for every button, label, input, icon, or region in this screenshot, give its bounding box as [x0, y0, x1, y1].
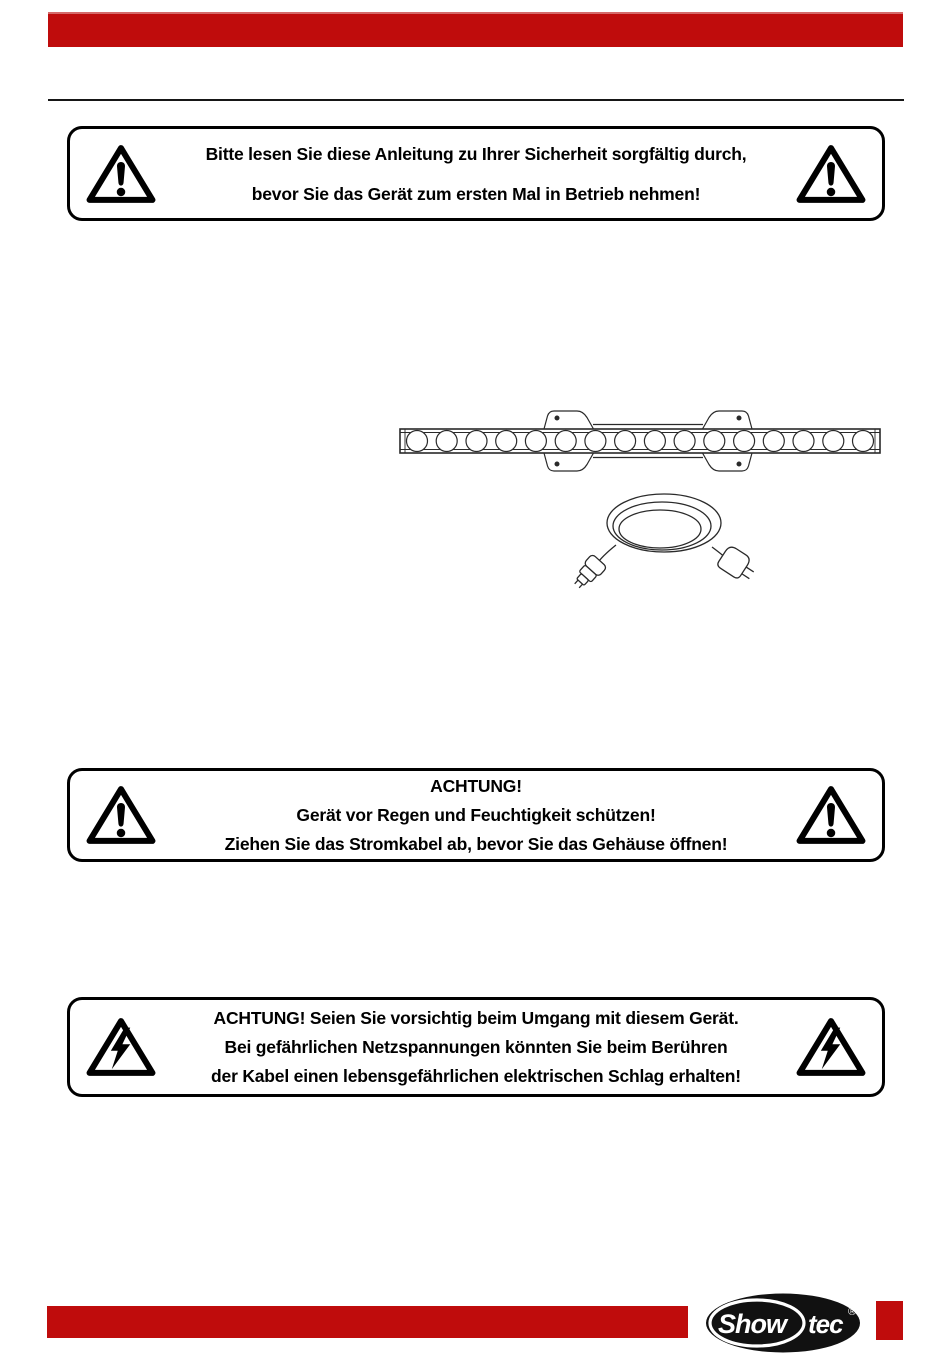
shock-warning-line: ACHTUNG! Seien Sie vorsichtig beim Umgang mit diesem Gerät.: [213, 1007, 739, 1028]
high-voltage-triangle-icon: [794, 1014, 868, 1080]
rain-warning-line: ACHTUNG!: [430, 775, 522, 796]
warning-triangle-icon: [84, 782, 158, 848]
power-cable-illustration: [560, 483, 765, 591]
high-voltage-triangle-icon: [84, 1014, 158, 1080]
safety-notice-line: bevor Sie das Gerät zum ersten Mal in Betrieb nehmen!: [251, 183, 701, 204]
rain-warning-line: Ziehen Sie das Stromkabel ab, bevor Sie das Gehäuse öffnen!: [224, 833, 728, 854]
shock-warning-box: [67, 997, 885, 1097]
shock-warning-line: Bei gefährlichen Netzspannungen könnten Sie beim Berühren: [224, 1036, 728, 1057]
header-divider-rule: [48, 99, 904, 101]
schuko-plug: [716, 545, 759, 585]
showtec-logo: [704, 1292, 866, 1354]
shock-warning-text: [158, 1004, 794, 1091]
safety-notice-text: [158, 134, 794, 214]
header-red-bar: [48, 12, 903, 47]
rain-warning-box: [67, 768, 885, 862]
footer-red-bar: [47, 1306, 688, 1338]
warning-triangle-icon: [794, 782, 868, 848]
safety-notice-box: [67, 126, 885, 221]
warning-triangle-icon: [794, 141, 868, 207]
rain-warning-line: Gerät vor Regen und Feuchtigkeit schützen!: [296, 804, 656, 825]
shock-warning-line: der Kabel einen lebensgefährlichen elektrischen Schlag erhalten!: [211, 1065, 741, 1086]
rain-warning-text: [158, 772, 794, 859]
registered-trademark-symbol: ®: [848, 1306, 857, 1318]
logo-word-show: Show: [718, 1309, 786, 1339]
power-connector: [570, 554, 608, 591]
logo-word-tec: tec: [808, 1309, 843, 1339]
warning-triangle-icon: [84, 141, 158, 207]
led-bar-illustration: [398, 404, 882, 478]
safety-notice-line: Bitte lesen Sie diese Anleitung zu Ihrer Sicherheit sorgfältig durch,: [205, 143, 747, 164]
footer-accent-square: [876, 1301, 903, 1340]
